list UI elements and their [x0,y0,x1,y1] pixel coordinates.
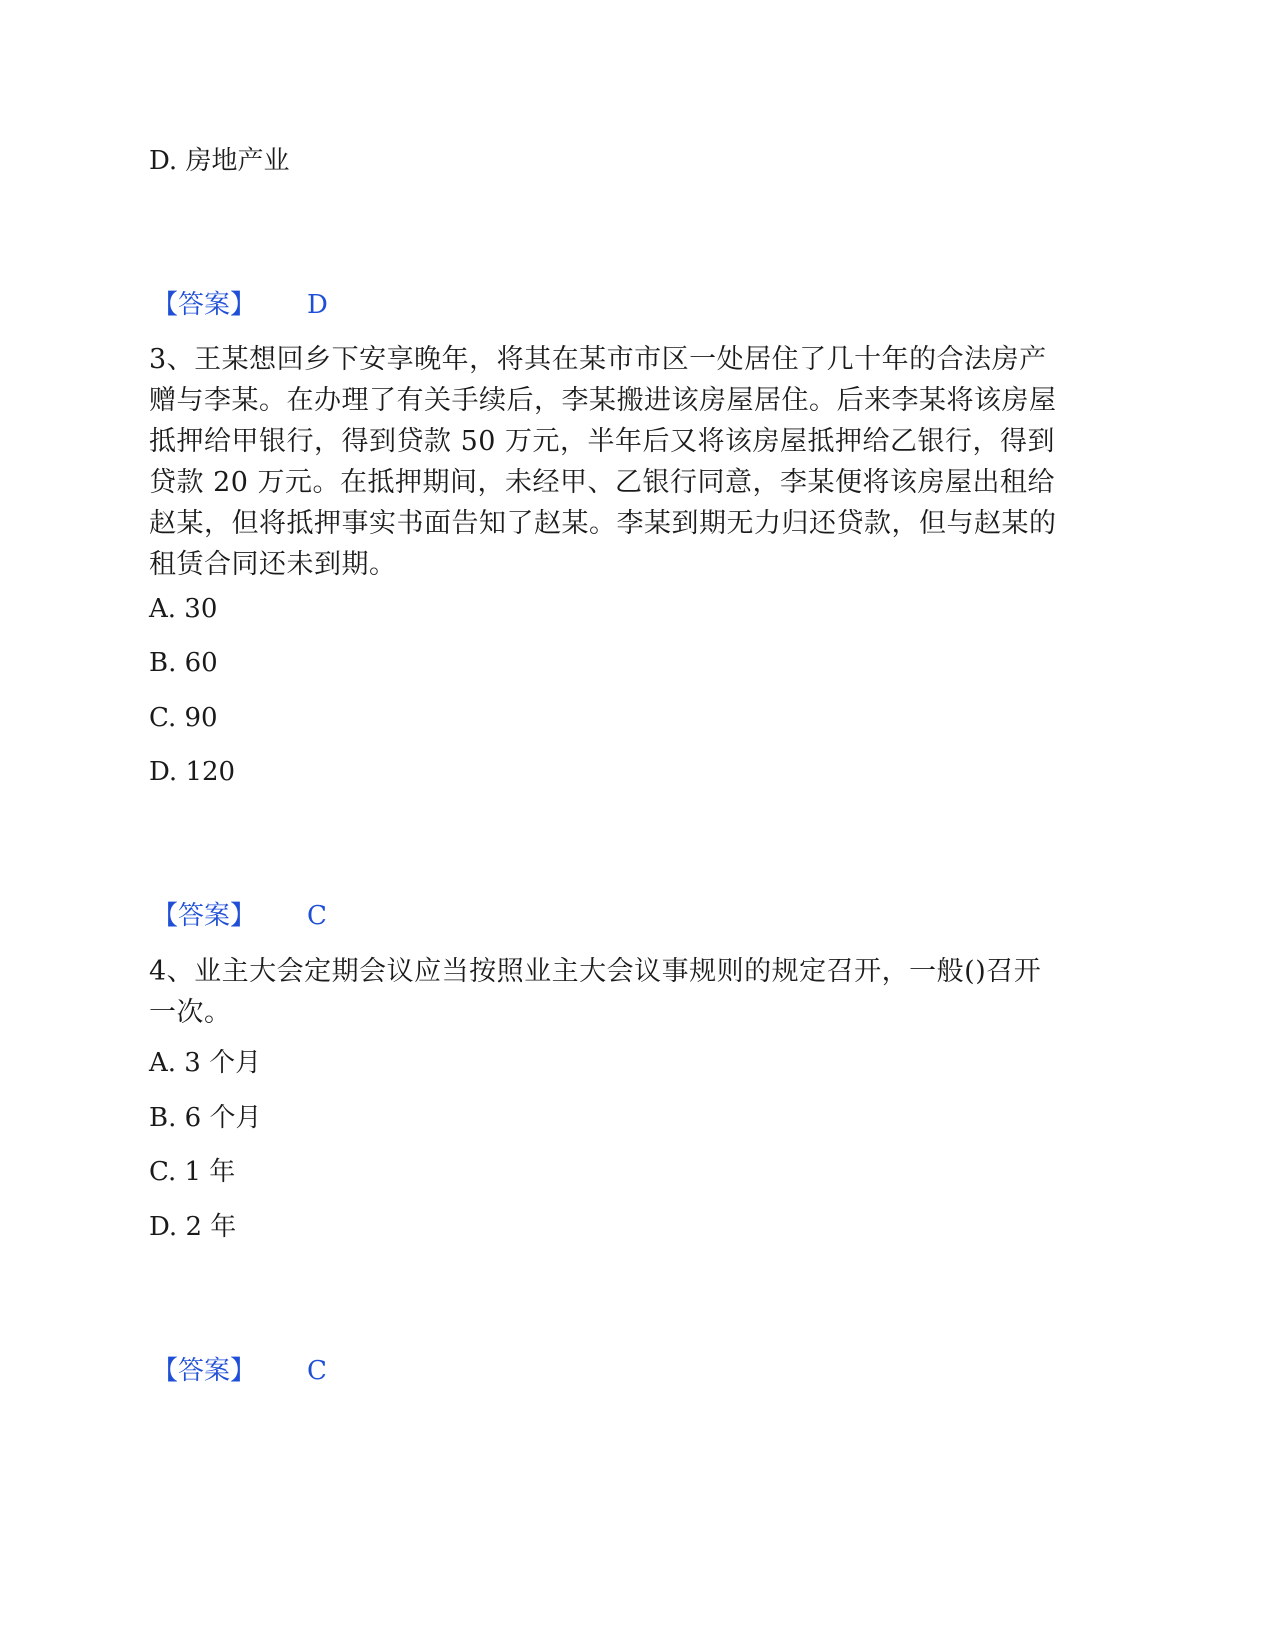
question-3-text [149,339,1129,585]
question-4-option-c: C. 1 年 [149,1157,236,1187]
question-4-answer [152,1355,327,1387]
question-4-line: 4、业主大会定期会议应当按照业主大会议事规则的规定召开，一般()召开 [149,956,1042,987]
question-4-text [149,951,1129,1033]
question-3-answer [152,900,327,932]
prev-option-d: D. 房地产业 [149,146,290,176]
answer-label: 【答案】 [152,290,257,320]
question-3-option-c: C. 90 [149,703,218,733]
question-3-option-b: B. 60 [149,648,218,678]
question-3-line: 贷款 20 万元。在抵押期间，未经甲、乙银行同意，李某便将该房屋出租给 [149,467,1056,498]
question-4-option-a: A. 3 个月 [149,1048,262,1078]
question-3-option-d: D. 120 [149,757,236,787]
question-3-line: 3、王某想回乡下安享晚年，将其在某市市区一处居住了几十年的合法房产 [149,344,1047,375]
question-3-option-a: A. 30 [149,594,218,624]
question-3-line: 租赁合同还未到期。 [149,549,397,580]
answer-value: D [307,290,328,320]
question-4-option-d: D. 2 年 [149,1212,237,1242]
answer-value: C [307,1356,327,1386]
question-4-option-b: B. 6 个月 [149,1103,262,1133]
answer-label: 【答案】 [152,901,257,931]
question-4-line: 一次。 [149,997,232,1028]
question-3-line: 赠与李某。在办理了有关手续后，李某搬进该房屋居住。后来李某将该房屋 [149,385,1057,416]
answer-label: 【答案】 [152,1356,257,1386]
question-3-line: 赵某，但将抵押事实书面告知了赵某。李某到期无力归还贷款，但与赵某的 [149,508,1057,539]
question-3-line: 抵押给甲银行，得到贷款 50 万元，半年后又将该房屋抵押给乙银行，得到 [149,426,1056,457]
prev-answer [152,289,328,321]
answer-value: C [307,901,327,931]
